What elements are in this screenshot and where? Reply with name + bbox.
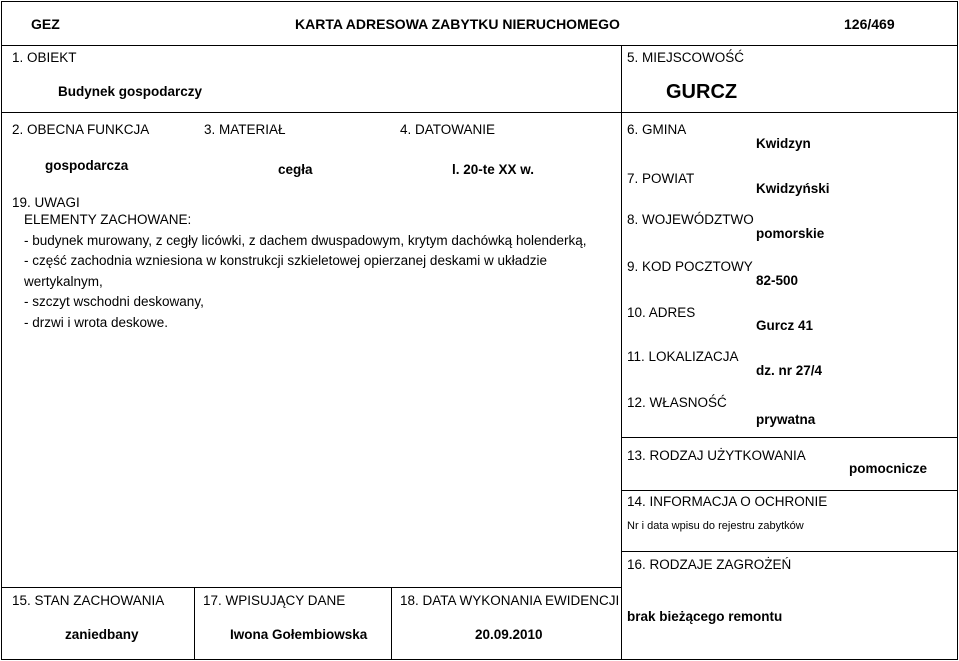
rule xyxy=(391,587,392,660)
datowanie-label: 4. DATOWANIE xyxy=(400,122,496,137)
rule xyxy=(621,45,622,660)
uwagi-label: 19. UWAGI xyxy=(12,195,80,210)
obiekt-value: Budynek gospodarczy xyxy=(58,84,203,99)
funkcja-value: gospodarcza xyxy=(45,158,129,173)
record-number: 126/469 xyxy=(844,16,895,32)
zagrozenia-value: brak bieżącego remontu xyxy=(627,609,783,624)
zagrozenia-label: 16. RODZAJE ZAGROŻEŃ xyxy=(627,557,792,572)
rule xyxy=(621,490,958,491)
wojewodztwo-value: pomorskie xyxy=(756,226,825,241)
miejscowosc-value: GURCZ xyxy=(666,81,738,103)
lokalizacja-label: 11. LOKALIZACJA xyxy=(627,349,739,364)
data-wykonania-value: 20.09.2010 xyxy=(475,627,543,642)
uwagi-text xyxy=(24,210,614,333)
rule xyxy=(1,112,621,113)
rule xyxy=(621,112,958,113)
funkcja-label: 2. OBECNA FUNKCJA xyxy=(12,122,150,137)
lokalizacja-value: dz. nr 27/4 xyxy=(756,363,823,378)
material-label: 3. MATERIAŁ xyxy=(204,122,286,137)
uwagi-line: - drzwi i wrota deskowe. xyxy=(24,314,169,330)
ochrona-label: 14. INFORMACJA O OCHRONIE xyxy=(627,494,828,509)
rodzaj-label: 13. RODZAJ UŻYTKOWANIA xyxy=(627,448,806,463)
wlasnosc-value: prywatna xyxy=(756,412,816,427)
rule xyxy=(1,587,621,588)
uwagi-line: ELEMENTY ZACHOWANE: xyxy=(24,212,192,227)
rule xyxy=(194,587,195,660)
rodzaj-value: pomocnicze xyxy=(849,461,928,476)
wojewodztwo-label: 8. WOJEWÓDZTWO xyxy=(627,212,754,227)
adres-value: Gurcz 41 xyxy=(756,318,814,333)
wpisujacy-value: Iwona Gołembiowska xyxy=(230,627,368,642)
kod-label: 9. KOD POCZTOWY xyxy=(627,259,753,274)
data-wykonania-label: 18. DATA WYKONANIA EWIDENCJI xyxy=(400,593,620,608)
rule xyxy=(1,45,958,46)
wlasnosc-label: 12. WŁASNOŚĆ xyxy=(627,395,727,410)
uwagi-line: - część zachodnia wzniesiona w konstrukcji szkieletowej opierzanej deskami w układzie xyxy=(24,253,547,268)
obiekt-label: 1. OBIEKT xyxy=(12,50,77,65)
rule xyxy=(621,551,958,552)
page-title: KARTA ADRESOWA ZABYTKU NIERUCHOMEGO xyxy=(295,16,620,32)
miejscowosc-label: 5. MIEJSCOWOŚĆ xyxy=(627,50,745,65)
datowanie-value: l. 20-te XX w. xyxy=(452,162,535,177)
wpisujacy-label: 17. WPISUJĄCY DANE xyxy=(203,593,346,608)
gmina-label: 6. GMINA xyxy=(627,122,687,137)
ochrona-sublabel: Nr i data wpisu do rejestru zabytków xyxy=(627,520,804,532)
stan-value: zaniedbany xyxy=(65,627,139,642)
gmina-value: Kwidzyn xyxy=(756,136,811,151)
powiat-label: 7. POWIAT xyxy=(627,171,695,186)
powiat-value: Kwidzyński xyxy=(756,181,830,196)
material-value: cegła xyxy=(278,162,313,177)
stan-label: 15. STAN ZACHOWANIA xyxy=(12,593,165,608)
kod-value: 82-500 xyxy=(756,273,799,288)
uwagi-line: wertykalnym, xyxy=(24,273,103,289)
header-left: GEZ xyxy=(31,16,60,32)
rule xyxy=(621,437,958,438)
adres-label: 10. ADRES xyxy=(627,305,696,320)
uwagi-line: - szczyt wschodni deskowany, xyxy=(24,294,204,309)
uwagi-line: - budynek murowany, z cegły licówki, z dachem dwuspadowym, krytym dachówką holenderką, xyxy=(24,232,587,248)
